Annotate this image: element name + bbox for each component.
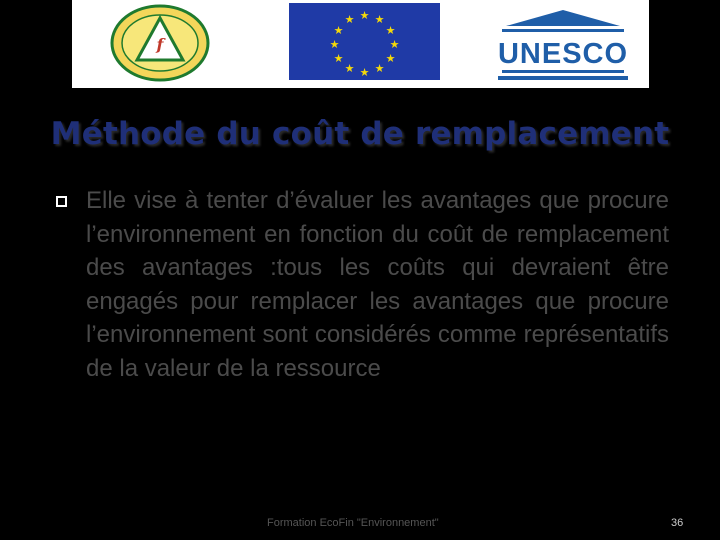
svg-text:★: ★ <box>374 13 385 26</box>
unesco-logo <box>498 8 628 82</box>
eu-flag-logo <box>289 3 440 80</box>
svg-text:★: ★ <box>385 52 396 65</box>
svg-text:★: ★ <box>389 38 400 51</box>
bullet-text: Elle vise à tenter d’évaluer les avantages que procure l’environnement en fonction du coût de remplacement des avantages :tous les coûts qui devraient être engagés pour remplacer les avantages que procure l’environnement sont considérés comme représentatifs de la valeur de la ressource <box>86 187 669 382</box>
footer-text: Formation EcoFin "Environnement" <box>267 517 439 529</box>
svg-text:★: ★ <box>385 24 396 37</box>
svg-text:f: f <box>156 35 164 54</box>
svg-text:★: ★ <box>359 9 370 22</box>
svg-text:★: ★ <box>344 62 355 75</box>
slide-title: Méthode du coût de remplacement <box>50 116 670 152</box>
logo-banner <box>72 0 649 88</box>
svg-text:★: ★ <box>333 52 344 65</box>
org-seal-logo <box>110 4 210 82</box>
svg-text:UNESCO: UNESCO <box>498 38 628 70</box>
svg-text:★: ★ <box>344 13 355 26</box>
svg-text:★: ★ <box>329 38 340 51</box>
svg-text:★: ★ <box>359 66 370 79</box>
bullet-square-icon <box>56 196 67 207</box>
page-number: 36 <box>671 517 684 529</box>
svg-text:★: ★ <box>374 62 385 75</box>
svg-text:★: ★ <box>333 24 344 37</box>
